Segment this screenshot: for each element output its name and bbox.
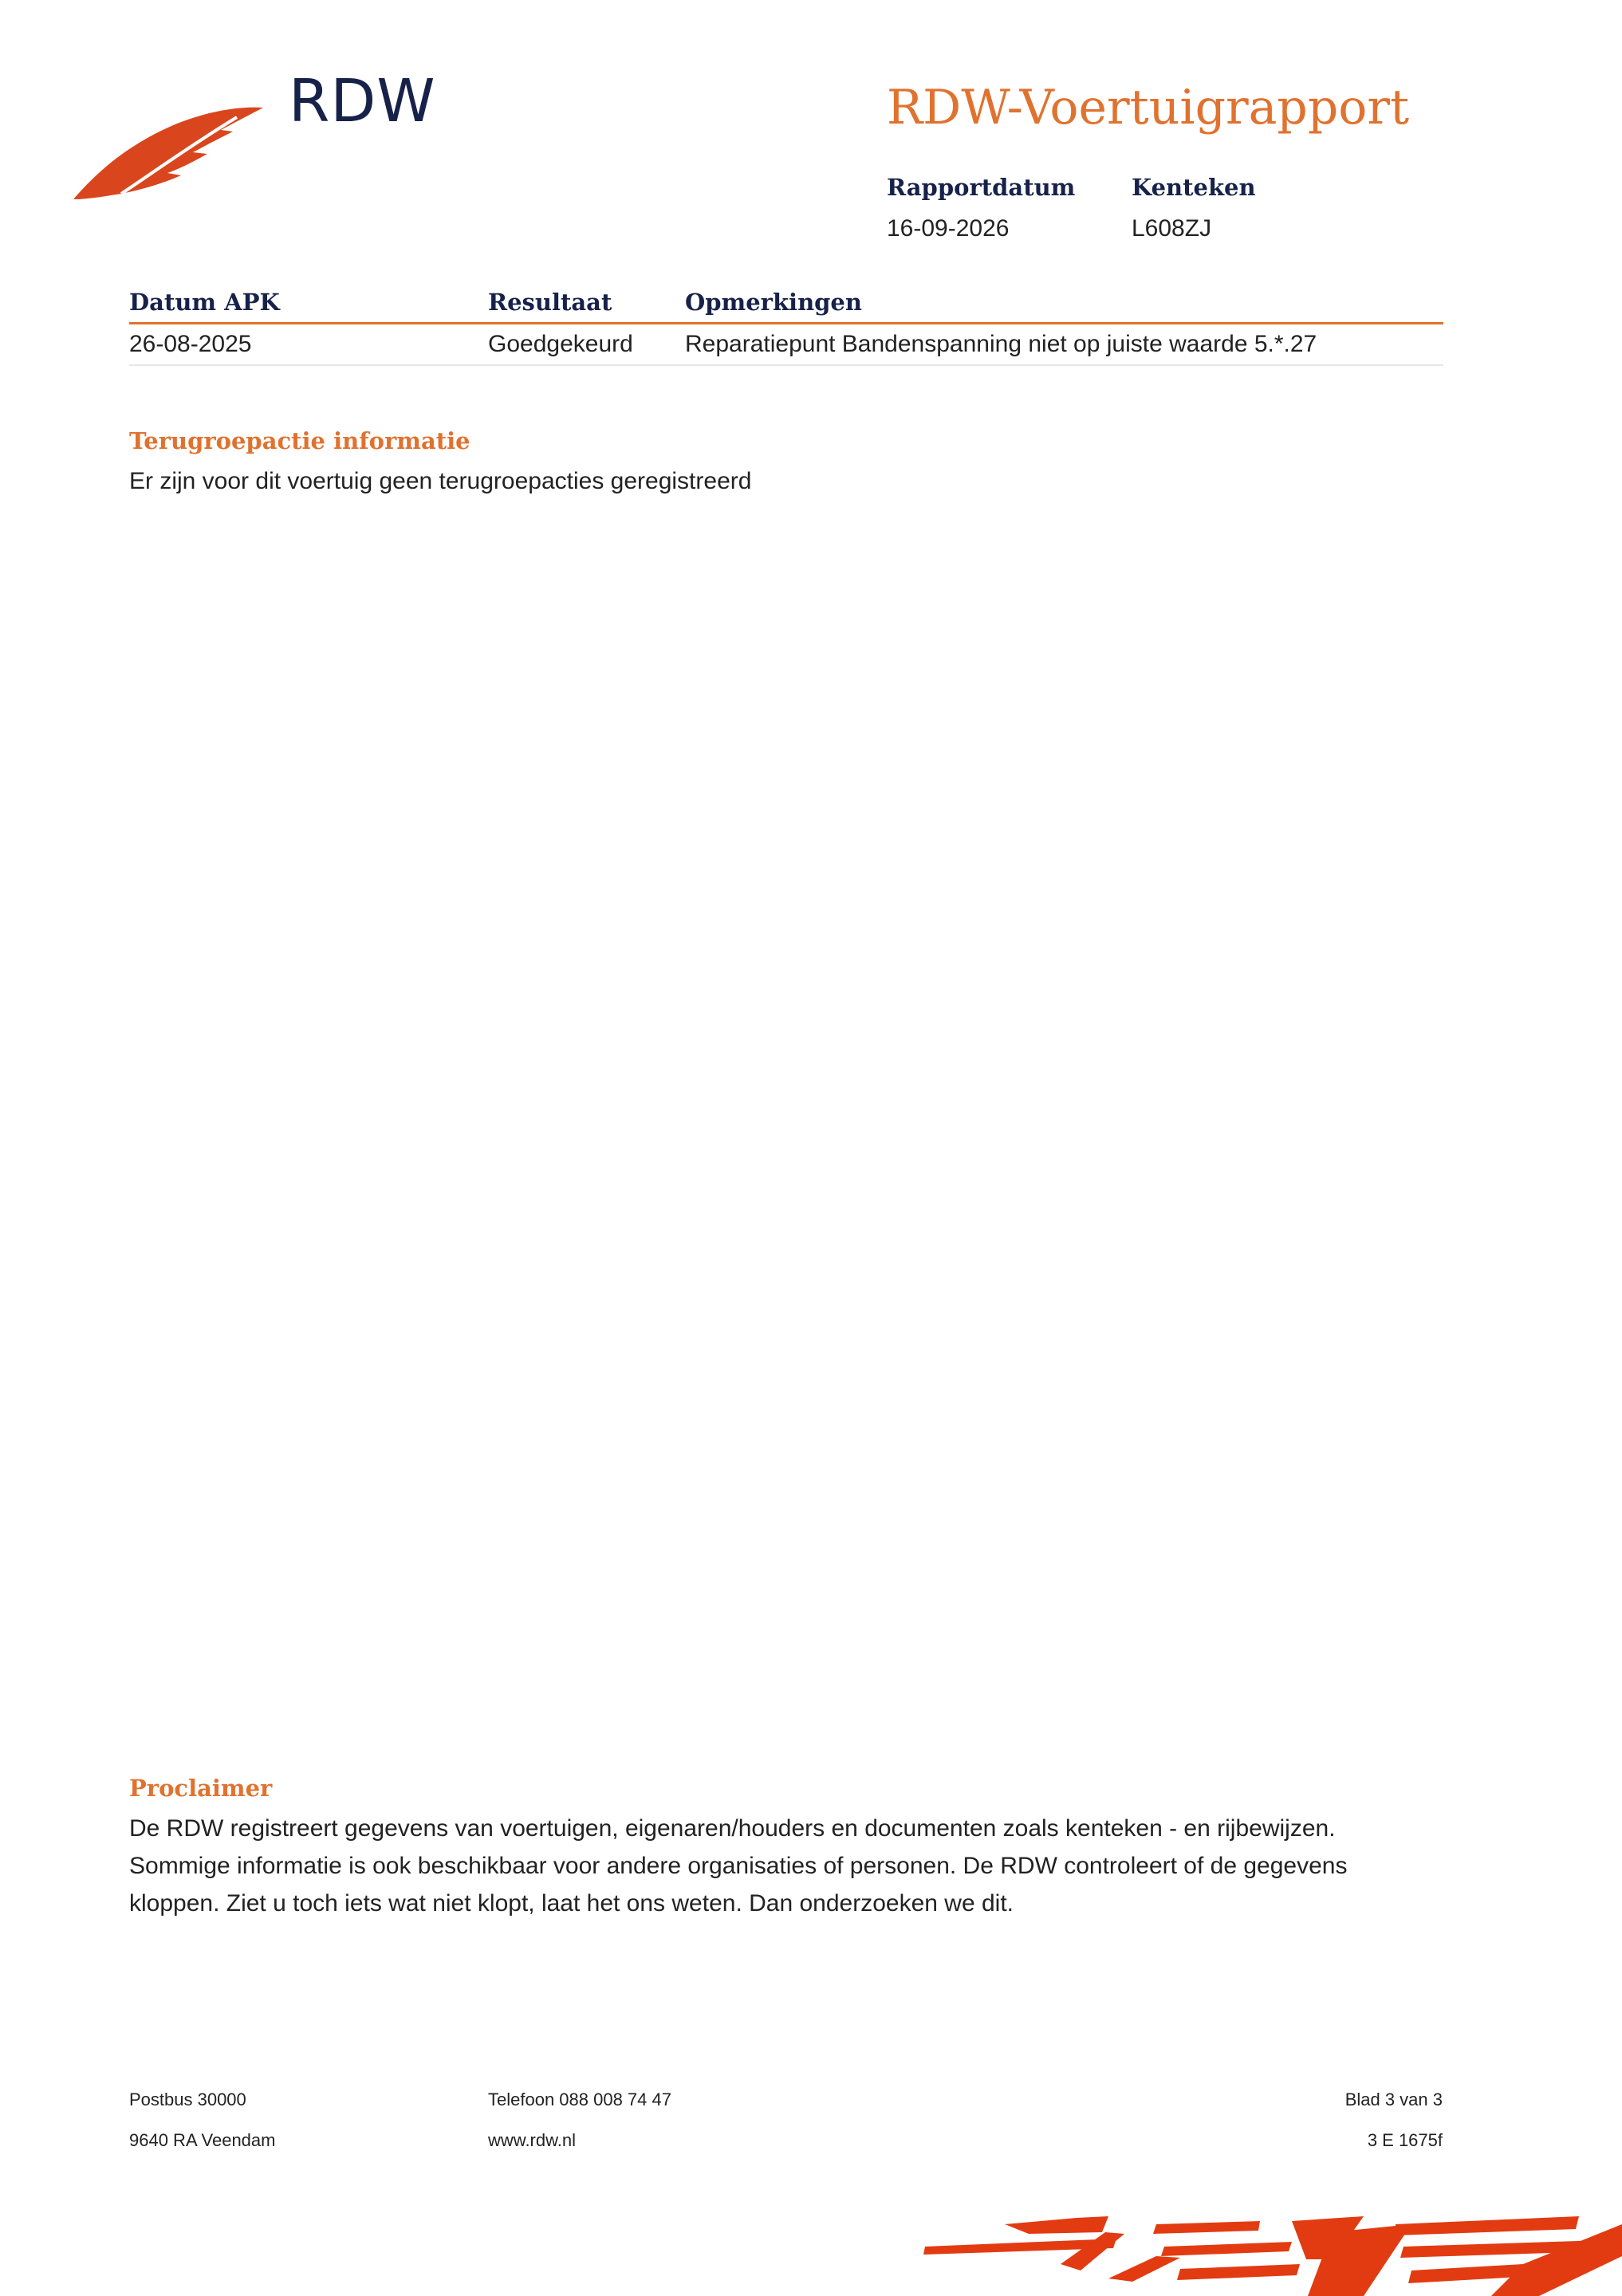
apk-table: [129, 285, 1443, 366]
column-header-result: Resultaat: [488, 289, 612, 316]
report-date-value: 16-09-2026: [887, 215, 1010, 242]
footer-page-info: [1345, 2079, 1443, 2160]
plate-block: [1132, 174, 1256, 242]
column-header-remarks: Opmerkingen: [685, 289, 862, 316]
rdw-feather-logo-icon: [73, 100, 265, 207]
apk-table-header: [129, 285, 1443, 324]
plate-label: Kenteken: [1132, 174, 1256, 201]
report-date-block: [887, 174, 1075, 242]
footer-document-code: 3 E 1675f: [1367, 2130, 1443, 2150]
logo-text: RDW: [289, 67, 436, 136]
recall-text: Er zijn voor dit voertuig geen terugroepacties geregistreerd: [129, 468, 752, 494]
report-date-label: Rapportdatum: [887, 174, 1076, 201]
footer-address-line: Postbus 30000: [129, 2090, 246, 2109]
proclaimer-title: Proclaimer: [129, 1775, 273, 1802]
footer-phone: Telefoon 088 008 74 47: [488, 2090, 671, 2109]
footer-address: [129, 2079, 275, 2160]
apk-date-cell: 26-08-2025: [129, 331, 252, 357]
proclaimer-line: De RDW registreert gegevens van voertuigen, eigenaren/houders en documenten zoals kenteken - en rijbewijzen.: [129, 1815, 1336, 1842]
column-header-date: Datum APK: [129, 289, 280, 316]
footer-page-number: Blad 3 van 3: [1344, 2090, 1443, 2109]
apk-remarks-cell: Reparatiepunt Bandenspanning niet op juiste waarde 5.*.27: [685, 331, 1317, 357]
apk-result-cell: Goedgekeurd: [488, 331, 633, 357]
table-row: [129, 324, 1443, 366]
report-title: RDW-Voertuigrapport: [887, 80, 1410, 136]
proclaimer-line: kloppen. Ziet u toch iets wat niet klopt, laat het ons weten. Dan onderzoeken we dit.: [129, 1890, 1014, 1917]
footer-contact: [488, 2079, 671, 2160]
decorative-stripes-icon: [917, 2208, 1622, 2296]
footer-website: www.rdw.nl: [488, 2130, 577, 2150]
footer-address-line: 9640 RA Veendam: [129, 2130, 276, 2150]
plate-value: L608ZJ: [1132, 215, 1212, 242]
proclaimer-line: Sommige informatie is ook beschikbaar voor andere organisaties of personen. De RDW controleert of de gegevens: [129, 1853, 1348, 1879]
recall-section-title: Terugroepactie informatie: [129, 427, 470, 454]
proclaimer-text: [129, 1810, 1347, 1922]
